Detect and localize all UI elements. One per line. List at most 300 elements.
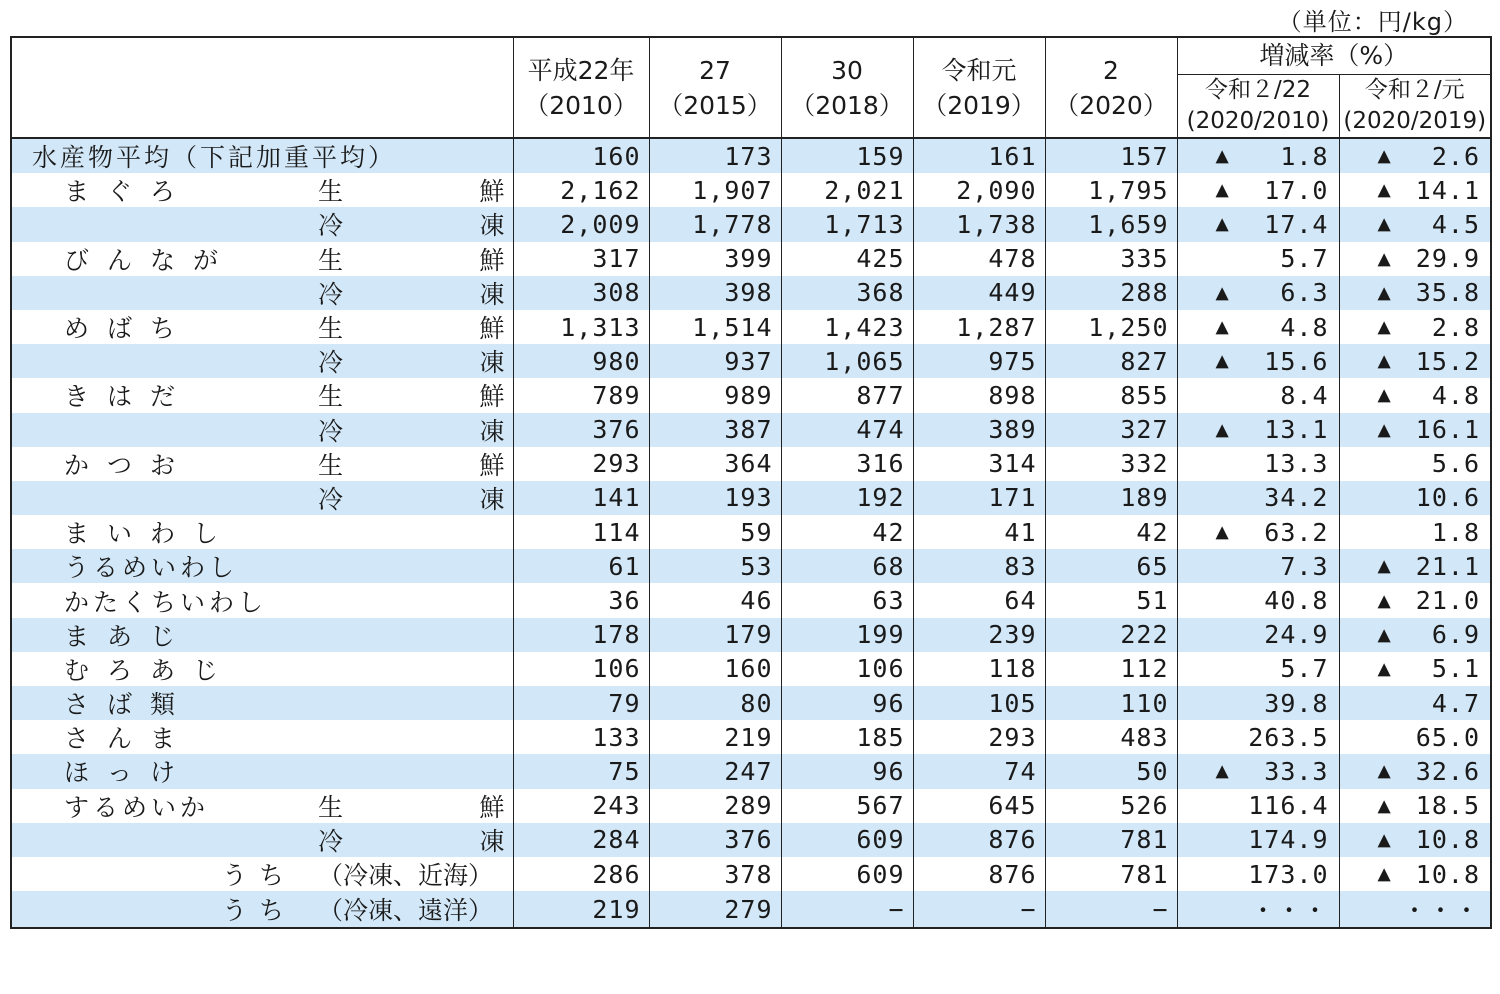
rate-value: 32.6 xyxy=(1415,756,1481,786)
price-cell: 288 xyxy=(1045,276,1177,310)
decrease-triangle-icon: ▲ xyxy=(1377,656,1392,682)
price-cell: 1,713 xyxy=(781,207,913,241)
price-cell: 376 xyxy=(513,413,649,447)
item-name: うるめいわし xyxy=(64,553,239,583)
price-cell: 293 xyxy=(913,720,1045,754)
table-row xyxy=(11,857,1491,891)
row-label xyxy=(11,686,513,720)
price-cell: 781 xyxy=(1045,857,1177,891)
price-cell: 178 xyxy=(513,618,649,652)
price-cell: 159 xyxy=(781,138,913,173)
table-row xyxy=(11,447,1491,481)
rate-value: 8.4 xyxy=(1280,380,1329,410)
price-cell: 478 xyxy=(913,242,1045,276)
rate-2020-2010-cell xyxy=(1177,857,1339,891)
item-name: まあじ xyxy=(64,621,194,651)
decrease-triangle-icon: ▲ xyxy=(1377,758,1392,784)
rate-2020-2019-cell xyxy=(1339,344,1491,378)
table-row xyxy=(11,720,1491,754)
price-cell: 876 xyxy=(913,823,1045,857)
row-label xyxy=(11,583,513,617)
price-cell: 286 xyxy=(513,857,649,891)
decrease-triangle-icon: ▲ xyxy=(1215,177,1230,203)
row-label xyxy=(11,276,513,310)
rate-value: 5.1 xyxy=(1431,654,1481,684)
price-cell: 243 xyxy=(513,789,649,823)
price-cell: 308 xyxy=(513,276,649,310)
rate-value: 116.4 xyxy=(1248,791,1329,821)
header-year-2015: 27 （2015） xyxy=(649,37,781,138)
price-cell: 1,738 xyxy=(913,207,1045,241)
decrease-triangle-icon: ▲ xyxy=(1377,143,1392,169)
rate-2020-2010-cell xyxy=(1177,344,1339,378)
price-cell: 645 xyxy=(913,789,1045,823)
decrease-triangle-icon: ▲ xyxy=(1377,348,1392,374)
item-state: 冷 xyxy=(318,484,344,514)
price-cell: 1,313 xyxy=(513,310,649,344)
price-cell: 2,090 xyxy=(913,173,1045,207)
rate-value: 39.8 xyxy=(1264,688,1329,718)
item-name: うち xyxy=(222,861,297,891)
row-label xyxy=(11,720,513,754)
rate-2020-2010-cell xyxy=(1177,549,1339,583)
price-cell: 1,659 xyxy=(1045,207,1177,241)
unit-label: （単位：円/kg） xyxy=(1277,8,1468,36)
item-state-suffix: 凍 xyxy=(479,484,505,514)
price-cell: 64 xyxy=(913,583,1045,617)
price-cell: 51 xyxy=(1045,583,1177,617)
header-rate-group: 増減率（%） xyxy=(1177,37,1491,75)
header-year-2010: 平成22年 （2010） xyxy=(513,37,649,138)
rate-value: 16.1 xyxy=(1415,415,1481,445)
price-cell: 110 xyxy=(1045,686,1177,720)
price-cell: 118 xyxy=(913,652,1045,686)
rate-2020-2019-cell xyxy=(1339,789,1491,823)
item-state-suffix: 凍 xyxy=(479,826,505,856)
item-name: まいわし xyxy=(64,519,237,549)
rate-value: 10.8 xyxy=(1415,859,1481,889)
rate-value: 1.8 xyxy=(1280,141,1329,171)
price-cell: 376 xyxy=(649,823,781,857)
price-cell: 157 xyxy=(1045,138,1177,173)
price-cell: 284 xyxy=(513,823,649,857)
row-label xyxy=(11,207,513,241)
table-row xyxy=(11,823,1491,857)
item-state: 生 xyxy=(318,792,344,822)
rate-value: 17.4 xyxy=(1264,209,1329,239)
price-cell: 46 xyxy=(649,583,781,617)
item-name: 水産物平均（下記加重平均） xyxy=(32,143,397,173)
rate-2020-2019-cell xyxy=(1339,720,1491,754)
price-cell: 1,250 xyxy=(1045,310,1177,344)
price-cell: 53 xyxy=(649,549,781,583)
price-cell: 317 xyxy=(513,242,649,276)
decrease-triangle-icon: ▲ xyxy=(1377,417,1392,443)
price-cell: 827 xyxy=(1045,344,1177,378)
item-name: かつお xyxy=(64,450,194,480)
price-cell: 989 xyxy=(649,378,781,412)
item-state: 生 xyxy=(318,245,344,275)
header-year-2020: 2 （2020） xyxy=(1045,37,1177,138)
price-cell: 425 xyxy=(781,242,913,276)
rate-2020-2010-cell xyxy=(1177,276,1339,310)
decrease-triangle-icon: ▲ xyxy=(1377,211,1392,237)
price-cell: 316 xyxy=(781,447,913,481)
rate-2020-2010-cell xyxy=(1177,138,1339,173)
rate-2020-2019-cell xyxy=(1339,857,1491,891)
row-label xyxy=(11,652,513,686)
rate-value: 21.1 xyxy=(1415,551,1481,581)
price-cell: 112 xyxy=(1045,652,1177,686)
price-cell: 289 xyxy=(649,789,781,823)
table-row xyxy=(11,344,1491,378)
price-cell: 898 xyxy=(913,378,1045,412)
price-cell: 781 xyxy=(1045,823,1177,857)
decrease-triangle-icon: ▲ xyxy=(1377,246,1392,272)
price-cell: 1,287 xyxy=(913,310,1045,344)
row-label xyxy=(11,413,513,447)
table-row xyxy=(11,242,1491,276)
price-cell: 193 xyxy=(649,481,781,515)
rate-2020-2010-cell xyxy=(1177,207,1339,241)
price-cell: 1,907 xyxy=(649,173,781,207)
decrease-triangle-icon: ▲ xyxy=(1377,588,1392,614)
table-row xyxy=(11,378,1491,412)
rate-2020-2010-cell xyxy=(1177,823,1339,857)
rate-2020-2010-cell xyxy=(1177,686,1339,720)
rate-2020-2010-cell xyxy=(1177,481,1339,515)
rate-2020-2010-cell xyxy=(1177,891,1339,928)
row-label xyxy=(11,481,513,515)
rate-value: 4.8 xyxy=(1280,312,1329,342)
rate-value: 5.7 xyxy=(1280,244,1329,274)
rate-2020-2010-cell xyxy=(1177,720,1339,754)
rate-value: ・・・ xyxy=(1250,896,1329,926)
price-cell: 222 xyxy=(1045,618,1177,652)
item-name: びんなが xyxy=(64,245,237,275)
rate-value: 21.0 xyxy=(1415,586,1481,616)
price-cell: 65 xyxy=(1045,549,1177,583)
rate-2020-2019-cell xyxy=(1339,686,1491,720)
item-state-suffix: 凍 xyxy=(479,279,505,309)
price-cell: 526 xyxy=(1045,789,1177,823)
price-cell: 332 xyxy=(1045,447,1177,481)
rate-2020-2019-cell xyxy=(1339,242,1491,276)
row-label xyxy=(11,173,513,207)
item-state: 冷 xyxy=(318,348,344,378)
rate-value: 24.9 xyxy=(1264,620,1329,650)
price-cell: 327 xyxy=(1045,413,1177,447)
row-label xyxy=(11,549,513,583)
rate-value: 15.6 xyxy=(1264,346,1329,376)
price-cell: 1,795 xyxy=(1045,173,1177,207)
price-cell: 75 xyxy=(513,754,649,788)
rate-2020-2019-cell xyxy=(1339,583,1491,617)
row-label xyxy=(11,754,513,788)
price-cell: 1,065 xyxy=(781,344,913,378)
decrease-triangle-icon: ▲ xyxy=(1215,417,1230,443)
table-row xyxy=(11,652,1491,686)
item-name: さんま xyxy=(64,724,194,754)
item-state: 生 xyxy=(318,314,344,344)
price-cell: 105 xyxy=(913,686,1045,720)
price-cell: 449 xyxy=(913,276,1045,310)
price-cell: 41 xyxy=(913,515,1045,549)
rate-2020-2010-cell xyxy=(1177,754,1339,788)
price-cell: − xyxy=(1045,891,1177,928)
header-rate-2020-2019: 令和２/元 (2020/2019) xyxy=(1339,75,1491,139)
rate-2020-2010-cell xyxy=(1177,413,1339,447)
decrease-triangle-icon: ▲ xyxy=(1377,382,1392,408)
price-cell: 609 xyxy=(781,857,913,891)
table-row xyxy=(11,891,1491,928)
table-row xyxy=(11,138,1491,173)
rate-value: 5.6 xyxy=(1431,449,1481,479)
rate-value: 10.6 xyxy=(1415,483,1481,513)
table-row xyxy=(11,754,1491,788)
rate-value: 17.0 xyxy=(1264,175,1329,205)
decrease-triangle-icon: ▲ xyxy=(1215,280,1230,306)
item-state-suffix: 鮮 xyxy=(479,177,505,207)
price-cell: 398 xyxy=(649,276,781,310)
rate-2020-2019-cell xyxy=(1339,549,1491,583)
decrease-triangle-icon: ▲ xyxy=(1377,553,1392,579)
row-label xyxy=(11,618,513,652)
row-label xyxy=(11,789,513,823)
row-label xyxy=(11,138,513,173)
item-state: 冷 xyxy=(318,826,344,856)
rate-value: 29.9 xyxy=(1415,244,1481,274)
rate-2020-2010-cell xyxy=(1177,583,1339,617)
table-row xyxy=(11,583,1491,617)
item-state: 生 xyxy=(318,450,344,480)
rate-value: ・・・ xyxy=(1402,896,1481,926)
rate-2020-2019-cell xyxy=(1339,447,1491,481)
rate-value: 65.0 xyxy=(1415,722,1481,752)
table-row xyxy=(11,515,1491,549)
decrease-triangle-icon: ▲ xyxy=(1377,314,1392,340)
row-label xyxy=(11,857,513,891)
decrease-triangle-icon: ▲ xyxy=(1215,143,1230,169)
row-label xyxy=(11,515,513,549)
rate-value: 4.5 xyxy=(1431,209,1481,239)
rate-2020-2019-cell xyxy=(1339,891,1491,928)
rate-value: 4.7 xyxy=(1431,688,1481,718)
item-name: うち xyxy=(222,896,297,926)
price-cell: 980 xyxy=(513,344,649,378)
item-name: ほっけ xyxy=(64,758,194,788)
decrease-triangle-icon: ▲ xyxy=(1377,280,1392,306)
decrease-triangle-icon: ▲ xyxy=(1215,758,1230,784)
rate-value: 5.7 xyxy=(1280,654,1329,684)
row-label xyxy=(11,891,513,928)
decrease-triangle-icon: ▲ xyxy=(1215,314,1230,340)
price-cell: 133 xyxy=(513,720,649,754)
table-row xyxy=(11,207,1491,241)
rate-value: 35.8 xyxy=(1415,278,1481,308)
rate-2020-2010-cell xyxy=(1177,515,1339,549)
rate-value: 34.2 xyxy=(1264,483,1329,513)
table-row xyxy=(11,173,1491,207)
price-cell: 399 xyxy=(649,242,781,276)
decrease-triangle-icon: ▲ xyxy=(1215,348,1230,374)
rate-2020-2010-cell xyxy=(1177,618,1339,652)
price-cell: 63 xyxy=(781,583,913,617)
rate-2020-2019-cell xyxy=(1339,173,1491,207)
price-cell: 483 xyxy=(1045,720,1177,754)
table-row xyxy=(11,276,1491,310)
item-state: （冷凍、遠洋） xyxy=(318,896,494,926)
rate-2020-2019-cell xyxy=(1339,138,1491,173)
decrease-triangle-icon: ▲ xyxy=(1377,861,1392,887)
price-cell: 975 xyxy=(913,344,1045,378)
rate-2020-2019-cell xyxy=(1339,652,1491,686)
item-state-suffix: 鮮 xyxy=(479,314,505,344)
row-label xyxy=(11,310,513,344)
price-cell: 219 xyxy=(649,720,781,754)
price-cell: 185 xyxy=(781,720,913,754)
decrease-triangle-icon: ▲ xyxy=(1377,793,1392,819)
rate-2020-2019-cell xyxy=(1339,378,1491,412)
rate-value: 263.5 xyxy=(1248,722,1329,752)
table-row xyxy=(11,686,1491,720)
price-cell: 335 xyxy=(1045,242,1177,276)
price-cell: 2,162 xyxy=(513,173,649,207)
table-row xyxy=(11,549,1491,583)
price-cell: − xyxy=(781,891,913,928)
rate-2020-2019-cell xyxy=(1339,310,1491,344)
price-cell: 937 xyxy=(649,344,781,378)
price-cell: 79 xyxy=(513,686,649,720)
item-state-suffix: 鮮 xyxy=(479,792,505,822)
rate-value: 63.2 xyxy=(1264,517,1329,547)
header-year-2019: 令和元 （2019） xyxy=(913,37,1045,138)
price-cell: 609 xyxy=(781,823,913,857)
price-cell: 141 xyxy=(513,481,649,515)
rate-value: 2.6 xyxy=(1431,141,1481,171)
price-cell: 239 xyxy=(913,618,1045,652)
rate-value: 18.5 xyxy=(1415,791,1481,821)
price-cell: 247 xyxy=(649,754,781,788)
price-cell: 389 xyxy=(913,413,1045,447)
item-state: （冷凍、近海） xyxy=(318,861,494,891)
rate-value: 2.8 xyxy=(1431,312,1481,342)
header-rate-2020-2010: 令和２/22 (2020/2010) xyxy=(1177,75,1339,139)
rate-2020-2019-cell xyxy=(1339,413,1491,447)
price-cell: 876 xyxy=(913,857,1045,891)
rate-value: 13.3 xyxy=(1264,449,1329,479)
rate-value: 6.9 xyxy=(1431,620,1481,650)
table-row xyxy=(11,310,1491,344)
price-cell: 61 xyxy=(513,549,649,583)
price-cell: 364 xyxy=(649,447,781,481)
price-cell: 96 xyxy=(781,686,913,720)
rate-value: 4.8 xyxy=(1431,380,1481,410)
rate-value: 10.8 xyxy=(1415,825,1481,855)
decrease-triangle-icon: ▲ xyxy=(1377,622,1392,648)
price-cell: 42 xyxy=(1045,515,1177,549)
price-cell: 279 xyxy=(649,891,781,928)
item-state-suffix: 鮮 xyxy=(479,245,505,275)
price-cell: 114 xyxy=(513,515,649,549)
price-cell: 106 xyxy=(513,652,649,686)
price-cell: 387 xyxy=(649,413,781,447)
price-cell: 68 xyxy=(781,549,913,583)
item-name: かたくちいわし xyxy=(64,587,268,617)
item-name: むろあじ xyxy=(64,655,237,685)
price-cell: 42 xyxy=(781,515,913,549)
rate-2020-2019-cell xyxy=(1339,823,1491,857)
price-cell: 83 xyxy=(913,549,1045,583)
header-year-2018: 30 （2018） xyxy=(781,37,913,138)
table-row xyxy=(11,618,1491,652)
price-cell: 160 xyxy=(649,652,781,686)
rate-2020-2010-cell xyxy=(1177,310,1339,344)
rate-2020-2010-cell xyxy=(1177,789,1339,823)
price-cell: 877 xyxy=(781,378,913,412)
rate-2020-2010-cell xyxy=(1177,242,1339,276)
decrease-triangle-icon: ▲ xyxy=(1377,177,1392,203)
price-cell: 789 xyxy=(513,378,649,412)
item-name: するめいか xyxy=(64,792,210,822)
price-cell: 179 xyxy=(649,618,781,652)
rate-2020-2019-cell xyxy=(1339,618,1491,652)
price-cell: 474 xyxy=(781,413,913,447)
item-state: 冷 xyxy=(318,416,344,446)
header-item xyxy=(11,37,513,138)
rate-2020-2019-cell xyxy=(1339,207,1491,241)
item-name: めばち xyxy=(64,314,194,344)
item-state-suffix: 凍 xyxy=(479,348,505,378)
rate-2020-2010-cell xyxy=(1177,652,1339,686)
rate-value: 6.3 xyxy=(1280,278,1329,308)
price-cell: 192 xyxy=(781,481,913,515)
price-cell: 293 xyxy=(513,447,649,481)
price-cell: 161 xyxy=(913,138,1045,173)
item-state-suffix: 凍 xyxy=(479,416,505,446)
rate-2020-2019-cell xyxy=(1339,276,1491,310)
rate-value: 174.9 xyxy=(1248,825,1329,855)
price-cell: 199 xyxy=(781,618,913,652)
item-state: 生 xyxy=(318,382,344,412)
item-name: さば類 xyxy=(64,690,194,720)
price-cell: 567 xyxy=(781,789,913,823)
rate-value: 1.8 xyxy=(1431,517,1481,547)
rate-2020-2019-cell xyxy=(1339,515,1491,549)
price-cell: 106 xyxy=(781,652,913,686)
table-row xyxy=(11,789,1491,823)
item-state: 生 xyxy=(318,177,344,207)
rate-2020-2010-cell xyxy=(1177,173,1339,207)
rate-value: 173.0 xyxy=(1248,859,1329,889)
item-name: きはだ xyxy=(64,382,194,412)
rate-value: 7.3 xyxy=(1280,551,1329,581)
price-cell: 160 xyxy=(513,138,649,173)
rate-value: 40.8 xyxy=(1264,586,1329,616)
price-cell: 368 xyxy=(781,276,913,310)
price-cell: − xyxy=(913,891,1045,928)
row-label xyxy=(11,447,513,481)
price-cell: 36 xyxy=(513,583,649,617)
price-cell: 1,514 xyxy=(649,310,781,344)
price-table xyxy=(10,36,1492,929)
price-cell: 314 xyxy=(913,447,1045,481)
price-cell: 80 xyxy=(649,686,781,720)
rate-value: 15.2 xyxy=(1415,346,1481,376)
decrease-triangle-icon: ▲ xyxy=(1215,519,1230,545)
price-cell: 50 xyxy=(1045,754,1177,788)
price-cell: 2,009 xyxy=(513,207,649,241)
